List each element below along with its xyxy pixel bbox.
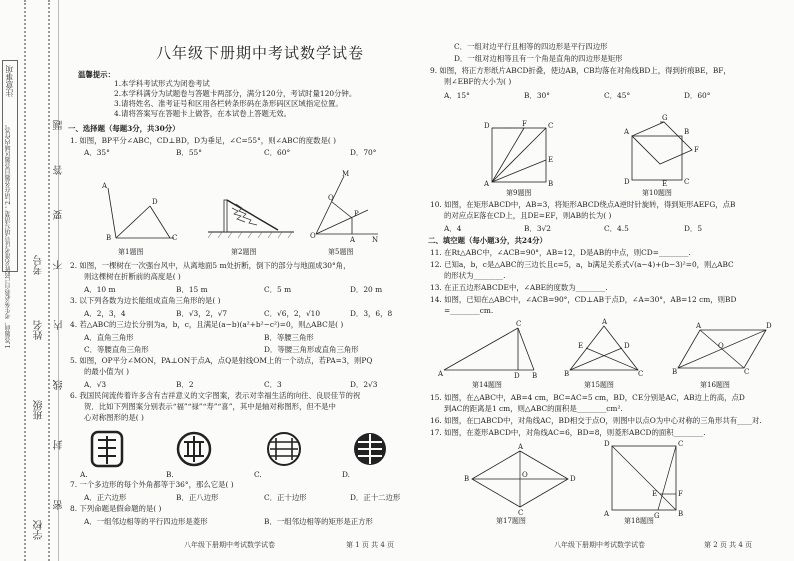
- option-b: B．正八边形: [176, 493, 219, 502]
- notice-box: [2, 60, 18, 349]
- option-b: B．等腰三角形: [264, 333, 314, 342]
- option-c: C．一组对边平行且相等的四边形是平行四边形: [454, 42, 608, 51]
- svg-text:O: O: [718, 342, 724, 350]
- svg-text:A: A: [602, 318, 608, 326]
- question-stem: 9. 如图，将正方形纸片ABCD折叠，使边AB，CB均落在对角线BD上，得到折痕BE，BF，: [430, 66, 731, 75]
- seal-line: [24, 0, 26, 561]
- svg-text:B: B: [678, 510, 684, 518]
- svg-text:A: A: [624, 128, 630, 136]
- svg-text:D: D: [624, 178, 630, 186]
- option-a: A．4: [444, 224, 462, 233]
- note-line: 1.本学科考试形式为闭卷考试: [114, 79, 210, 88]
- svg-text:C: C: [678, 440, 684, 448]
- option-d: D．3，6，8: [350, 309, 393, 318]
- option-a: A．一组邻边相等的平行四边形是菱形: [84, 517, 208, 526]
- svg-text:F: F: [678, 490, 683, 498]
- figure-17: [464, 443, 576, 517]
- svg-text:D: D: [484, 122, 490, 130]
- question-stem: 贺．比如下列图案分别表示“福”“禄”“寿”“喜”，其中是轴对称图形，但不是中: [84, 402, 336, 411]
- section-heading: 一、选择题（每题3分，共30分）: [68, 124, 180, 133]
- xi-pattern-icon: [350, 430, 390, 468]
- svg-text:C: C: [172, 234, 178, 242]
- option-b: B．55°: [176, 148, 202, 157]
- option-a: A．15°: [444, 91, 470, 100]
- svg-text:A: A: [484, 180, 490, 188]
- option-b: B．2: [176, 380, 194, 389]
- option-c: C．√6，2，√10: [264, 309, 321, 318]
- figure-18: [604, 440, 684, 520]
- seal-char: 密: [54, 500, 65, 510]
- paper-title: 八年级下册期中考试数学试卷: [156, 44, 365, 62]
- svg-text:D: D: [624, 342, 630, 350]
- question-stem: 到AC的距离是1 cm，则△ABC的面积是________cm².: [444, 404, 623, 413]
- figure-5: [310, 170, 380, 244]
- svg-text:B: B: [548, 180, 554, 188]
- svg-text:E: E: [578, 342, 584, 350]
- question-stem: 的形状为________.: [444, 271, 506, 280]
- note-line: 3.请将姓名、准考证号和区用各栏转条形码在条形码区区域指定位置。: [114, 99, 343, 108]
- svg-text:B: B: [672, 368, 678, 376]
- svg-text:P: P: [354, 210, 359, 218]
- option-b: B.: [166, 470, 174, 479]
- seal-char: 要: [54, 210, 65, 220]
- svg-text:B: B: [564, 370, 570, 378]
- option-d: D．60°: [684, 91, 711, 100]
- option-a: A．2，3，4: [84, 309, 126, 318]
- svg-text:B: B: [464, 475, 470, 483]
- svg-text:O: O: [310, 232, 316, 240]
- question-stem: 1. 如图，BP平分∠ABC，CD⊥BD，D为垂足，∠C=55°，则∠ABC的度数是( ): [70, 136, 337, 145]
- svg-text:G: G: [654, 512, 660, 520]
- section-heading: 二、填空题（每小题3分，共24分）: [428, 236, 547, 245]
- question-stem: 8. 下列命题是假命题的是( ): [70, 504, 162, 513]
- question-stem: 则∠EBF的大小为( ): [444, 77, 512, 86]
- svg-text:A: A: [604, 510, 610, 518]
- svg-text:C: C: [684, 178, 690, 186]
- svg-text:F: F: [522, 120, 527, 128]
- figure-caption: 第18题图: [624, 517, 654, 525]
- svg-text:D: D: [152, 198, 158, 206]
- lu-pattern-icon: [174, 430, 214, 468]
- svg-text:E: E: [548, 156, 554, 164]
- option-a: A．35°: [84, 148, 110, 157]
- seal-char: 线: [54, 380, 65, 390]
- svg-text:D: D: [570, 475, 576, 483]
- figure-2: [206, 190, 296, 240]
- option-b: B．30°: [524, 91, 550, 100]
- question-stem: 4. 若△ABC的三边长分别为a，b，c，且满足(a−b)(a²+b²−c²)=0，则△ABC是( ): [70, 320, 344, 329]
- notice-text: 1.答题前，考生务必将自己的姓名准考证号填写清楚；2.请在各题目答题区域内作答。: [5, 121, 12, 349]
- svg-text:A: A: [350, 236, 356, 244]
- seal-char: 内: [54, 320, 65, 330]
- figure-10: [624, 112, 704, 186]
- figure-caption: 第10题图: [642, 189, 672, 197]
- right-column: [424, 0, 790, 561]
- question-stem: 15. 如图，在△ABC中，AB=4 cm，BC=AC=5 cm，BD，CE分别是AC，AB边上的高，点D: [430, 393, 745, 402]
- svg-text:Q: Q: [328, 194, 334, 202]
- option-a: A．直角三角形: [84, 333, 134, 342]
- option-c: C．60°: [264, 148, 291, 157]
- option-b: B．√3，2，√7: [176, 309, 228, 318]
- left-column: [66, 0, 418, 561]
- question-stem: =________cm.: [444, 306, 494, 315]
- shou-pattern-icon: [262, 430, 306, 468]
- svg-text:O: O: [522, 471, 528, 479]
- option-d: D.: [342, 470, 351, 479]
- option-b: B．一组邻边相等的矩形是正方形: [264, 517, 373, 526]
- notice-title: 注意事项: [5, 65, 14, 97]
- seal-char: 题: [54, 120, 65, 130]
- svg-text:E: E: [662, 180, 668, 188]
- field-exam-number: 考号: [34, 255, 45, 275]
- figure-caption: 第15题图: [584, 381, 614, 389]
- note-line: 2.本学科满分为试题卷与答题卡两部分，满分120分，考试时量120分钟。: [114, 89, 357, 98]
- question-stem: 6. 我国民间流传着许多含有吉祥意义的文字图案，表示对幸福生活的向往、良辰佳节的祝: [70, 391, 361, 400]
- cut-line: [48, 0, 50, 561]
- svg-text:D: D: [604, 440, 610, 448]
- option-c: C．等腰直角三角形: [84, 345, 149, 354]
- svg-text:C: C: [638, 370, 644, 378]
- svg-text:C: C: [744, 368, 750, 376]
- svg-text:B: B: [532, 372, 538, 380]
- figure-15: [564, 320, 644, 376]
- option-d: D．正十二边形: [350, 493, 401, 502]
- footer-title: 八年级下册期中考试数学试卷: [184, 541, 275, 549]
- figure-caption: 第16题图: [700, 381, 730, 389]
- question-stem: 2. 如图，一棵树在一次强台风中，从离地面5 m处折断，倒下的部分与地面成30°角，: [70, 261, 351, 270]
- figure-caption: 第9题图: [506, 189, 532, 197]
- svg-text:A: A: [518, 443, 524, 451]
- option-c: C．3: [264, 380, 282, 389]
- option-a: A．10 m: [84, 285, 116, 294]
- question-stem: 11. 在Rt△ABC中，∠ACB=90°，AB=12，D是AB的中点，则CD=________.: [430, 248, 691, 257]
- footer-page: 第 1 页 共 4 页: [346, 541, 395, 549]
- question-stem: 心对称图形的是( ): [84, 413, 144, 422]
- option-c: C．4.5: [604, 224, 629, 233]
- option-d: D．5: [684, 224, 703, 233]
- seal-char: 不: [54, 260, 65, 270]
- svg-text:E: E: [652, 490, 658, 498]
- binding-strip: [0, 0, 65, 561]
- option-b: B．3√2: [524, 224, 551, 233]
- question-stem: 5. 如图，OP平分∠MON，PA⊥ON于点A，点Q是射线OM上的一个动点，若PA=3，则PQ: [70, 356, 373, 365]
- svg-text:C: C: [548, 122, 554, 130]
- figure-16: [672, 324, 772, 374]
- field-school: 学校: [34, 520, 45, 540]
- option-c: C.: [254, 470, 262, 479]
- svg-text:C: C: [518, 509, 524, 517]
- figure-9: [484, 120, 554, 186]
- option-c: C．正十边形: [264, 493, 307, 502]
- figure-caption: 第14题图: [472, 381, 502, 389]
- question-stem: 17. 如图，在菱形ABCD中，对角线AC=6，BD=8，则菱形ABCD的面积________.: [430, 428, 706, 437]
- figure-caption: 第17题图: [496, 517, 526, 525]
- svg-text:A: A: [696, 322, 702, 330]
- question-stem: 13. 在正五边形ABCDE中，∠ABE的度数为________.: [430, 283, 608, 292]
- option-c: C．5 m: [264, 285, 292, 294]
- seal-char: 答: [54, 165, 65, 175]
- question-stem: 的对应点E落在CD上，且DE=EF，则AB的长为( ): [444, 211, 612, 220]
- figure-caption: 第1题图: [118, 248, 144, 256]
- question-stem: 则这棵树在折断前的高度是( ): [84, 272, 181, 281]
- question-stem: 3. 以下列各数为边长能组成直角三角形的是( ): [70, 296, 221, 305]
- question-stem: 的最小值为( ): [84, 367, 130, 376]
- svg-text:N: N: [372, 236, 379, 244]
- footer-title: 八年级下册期中考试数学试卷: [554, 541, 645, 549]
- svg-text:M: M: [342, 170, 350, 178]
- svg-text:A: A: [438, 370, 444, 378]
- question-stem: 12. 已知a，b，c是△ABC的三边长且c=5，a，b满足关系式√(a−4)+(b−3)²=0，则△ABC: [430, 260, 734, 269]
- footer-page: 第 2 页 共 4 页: [704, 541, 753, 549]
- svg-text:F: F: [694, 146, 699, 154]
- option-b: B．15 m: [176, 285, 208, 294]
- question-stem: 14. 如图，已知在△ABC中，∠ACB=90°，CD⊥AB于点D，∠A=30°，AB=12 cm，则BD: [430, 295, 737, 304]
- question-stem: 10. 如图，在矩形ABCD中，AB=3，将矩形ABCD绕点A逆时针旋转，得到矩形AEFG，点B: [430, 200, 736, 209]
- svg-text:G: G: [662, 114, 668, 122]
- option-a: A.: [80, 470, 88, 479]
- option-d: D．等腰三角形或直角三角形: [264, 345, 359, 354]
- field-name: 姓名: [34, 320, 45, 340]
- field-class: 班级: [34, 400, 45, 420]
- note-line: 4.请将答案写在答题卡上做答，在本试卷上答题无效。: [114, 109, 292, 118]
- option-a: A．正六边形: [84, 493, 127, 502]
- question-stem: 16. 如图，在□ABCD中，对角线AC，BD相交于点O，则图中以点O为中心对称的三角形共有____对.: [430, 416, 762, 425]
- question-stem: 7. 一个多边形的每个外角都等于36°，那么它是( ): [70, 480, 234, 489]
- option-a: A．√3: [84, 380, 107, 389]
- fu-pattern-icon: [88, 430, 128, 468]
- svg-text:D: D: [766, 322, 772, 330]
- option-d: D．一组对边相等且有一个角是直角的四边形是矩形: [454, 54, 623, 63]
- figure-1: [102, 180, 182, 242]
- svg-text:D: D: [514, 372, 520, 380]
- notes-heading: 温馨提示：: [78, 70, 115, 79]
- svg-text:B: B: [684, 128, 690, 136]
- figure-14: [438, 320, 538, 380]
- svg-text:C: C: [516, 320, 522, 328]
- svg-text:A: A: [102, 182, 108, 190]
- option-d: D．20 m: [350, 285, 383, 294]
- figure-caption: 第2题图: [231, 248, 257, 256]
- option-c: C．45°: [604, 91, 631, 100]
- svg-text:B: B: [106, 234, 112, 242]
- figure-caption: 第5题图: [328, 248, 354, 256]
- option-d: D．70°: [350, 148, 377, 157]
- seal-char: 封: [54, 440, 65, 450]
- option-d: D．2√3: [350, 380, 378, 389]
